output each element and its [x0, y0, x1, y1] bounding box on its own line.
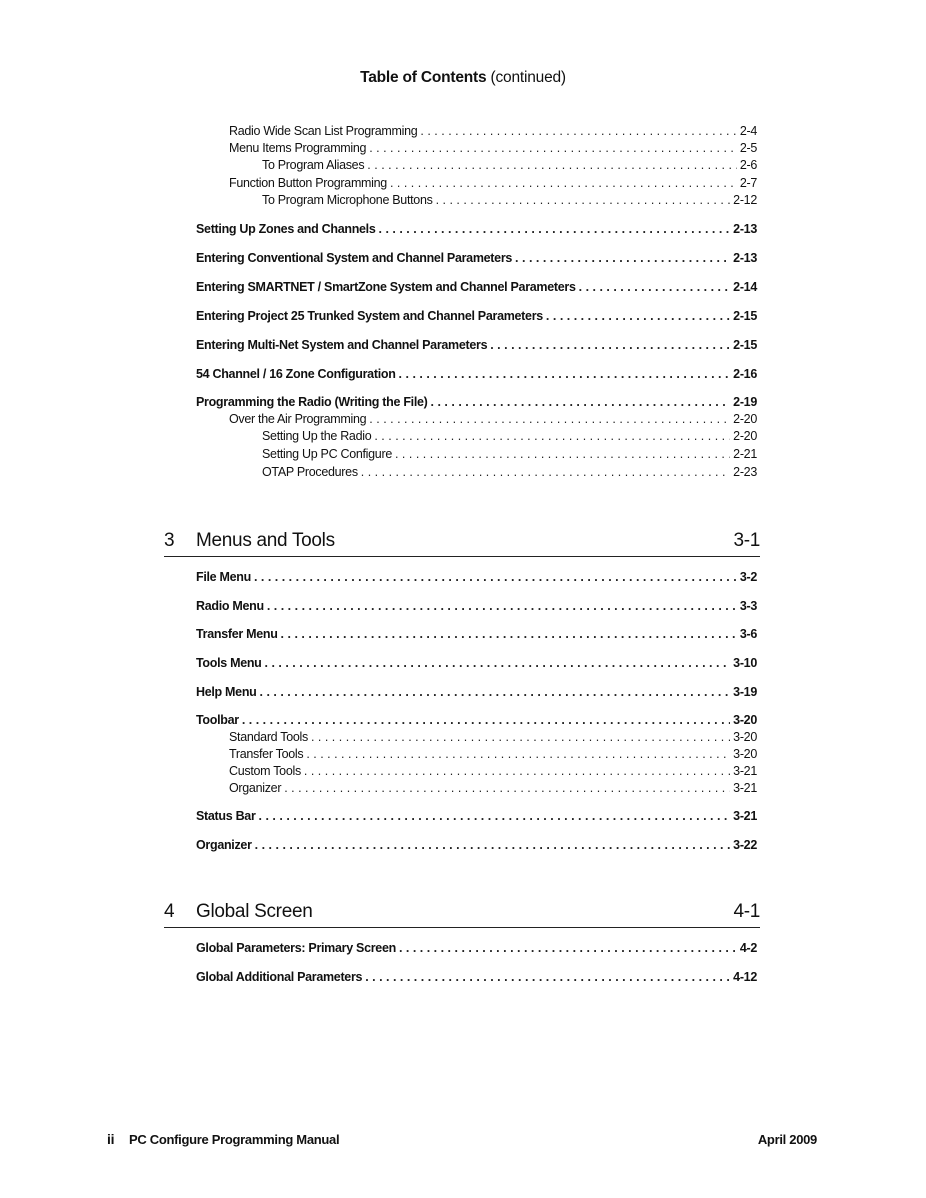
toc-entry[interactable]: Organizer . . . 3-22 — [196, 837, 757, 853]
dot-leader — [390, 175, 737, 191]
toc-entry[interactable]: Over the Air Programming . . . 2-20 — [229, 411, 757, 427]
dot-leader — [490, 337, 730, 353]
dot-leader — [255, 837, 731, 853]
dot-leader — [420, 123, 736, 139]
toc-entry[interactable]: Function Button Programming . . . 2-7 — [229, 175, 757, 191]
dot-leader — [311, 729, 730, 745]
chapter-page: 4-1 — [733, 901, 760, 922]
dot-leader — [265, 655, 731, 671]
toc-entry[interactable]: Transfer Menu . . . 3-6 — [196, 626, 757, 642]
dot-leader — [399, 366, 731, 382]
chapter-title: Menus and Tools — [196, 530, 335, 551]
toc-entry[interactable]: Setting Up Zones and Channels . . . 2-13 — [196, 221, 757, 237]
toc-entry[interactable]: Transfer Tools . . . 3-20 — [229, 746, 757, 762]
dot-leader — [267, 598, 737, 614]
chapter-heading-3[interactable] — [164, 530, 760, 557]
chapter-number: 4 — [164, 901, 175, 922]
toc-entry[interactable]: Entering Project 25 Trunked System and Channel Parameters . . . 2-15 — [196, 308, 757, 324]
chapter-page: 3-1 — [733, 530, 760, 551]
toc-entry[interactable]: Setting Up PC Configure . . . 2-21 — [262, 446, 757, 462]
dot-leader — [579, 279, 731, 295]
dot-leader — [365, 969, 730, 985]
toc-entry[interactable]: Menu Items Programming . . . 2-5 — [229, 140, 757, 156]
chapter-title: Global Screen — [196, 901, 313, 922]
toc-entry[interactable]: Global Additional Parameters . . . 4-12 — [196, 969, 757, 985]
dot-leader — [259, 808, 731, 824]
dot-leader — [431, 394, 731, 410]
chapter-number: 3 — [164, 530, 175, 551]
toc-entry[interactable]: Entering SMARTNET / SmartZone System and Channel Parameters . . . 2-14 — [196, 279, 757, 295]
dot-leader — [379, 221, 731, 237]
dot-leader — [367, 157, 737, 173]
page-number: ii — [107, 1131, 115, 1147]
manual-title: PC Configure Programming Manual — [129, 1132, 340, 1147]
dot-leader — [515, 250, 730, 266]
toc-entry[interactable]: Help Menu . . . 3-19 — [196, 684, 757, 700]
toc-entry[interactable]: Organizer . . . 3-21 — [229, 780, 757, 796]
dot-leader — [284, 780, 730, 796]
toc-entry[interactable]: To Program Aliases . . . 2-6 — [262, 157, 757, 173]
publication-date: April 2009 — [757, 1132, 817, 1147]
page-footer — [107, 1131, 817, 1149]
toc-entry[interactable]: Entering Multi-Net System and Channel Parameters . . . 2-15 — [196, 337, 757, 353]
dot-leader — [436, 192, 731, 208]
toc-entry[interactable]: To Program Microphone Buttons . . . 2-12 — [262, 192, 757, 208]
dot-leader — [369, 411, 730, 427]
toc-entry[interactable]: Tools Menu . . . 3-10 — [196, 655, 757, 671]
toc-entry[interactable]: Standard Tools . . . 3-20 — [229, 729, 757, 745]
dot-leader — [369, 140, 737, 156]
toc-entry[interactable]: Toolbar . . . 3-20 — [196, 712, 757, 728]
toc-entry[interactable]: Global Parameters: Primary Screen . . . 4-2 — [196, 940, 757, 956]
dot-leader — [304, 763, 730, 779]
toc-entry[interactable]: File Menu . . . 3-2 — [196, 569, 757, 585]
dot-leader — [546, 308, 730, 324]
dot-leader — [254, 569, 737, 585]
toc-entry[interactable]: Setting Up the Radio . . . 2-20 — [262, 428, 757, 444]
toc-entry[interactable]: Custom Tools . . . 3-21 — [229, 763, 757, 779]
dot-leader — [260, 684, 731, 700]
dot-leader — [374, 428, 730, 444]
chapter-heading-4[interactable] — [164, 901, 760, 928]
dot-leader — [361, 464, 730, 480]
toc-entry[interactable]: Radio Wide Scan List Programming . . . 2-4 — [229, 123, 757, 139]
toc-entry[interactable]: 54 Channel / 16 Zone Configuration . . . 2-16 — [196, 366, 757, 382]
page-title: Table of Contents (continued) — [360, 69, 566, 86]
dot-leader — [306, 746, 730, 762]
toc-entry[interactable]: Status Bar . . . 3-21 — [196, 808, 757, 824]
toc-entry[interactable]: Radio Menu . . . 3-3 — [196, 598, 757, 614]
dot-leader — [399, 940, 737, 956]
dot-leader — [395, 446, 730, 462]
dot-leader — [242, 712, 730, 728]
dot-leader — [281, 626, 737, 642]
toc-entry[interactable]: Entering Conventional System and Channel Parameters . . . 2-13 — [196, 250, 757, 266]
toc-entry[interactable]: Programming the Radio (Writing the File) . . . 2-19 — [196, 394, 757, 410]
toc-entry[interactable]: OTAP Procedures . . . 2-23 — [262, 464, 757, 480]
